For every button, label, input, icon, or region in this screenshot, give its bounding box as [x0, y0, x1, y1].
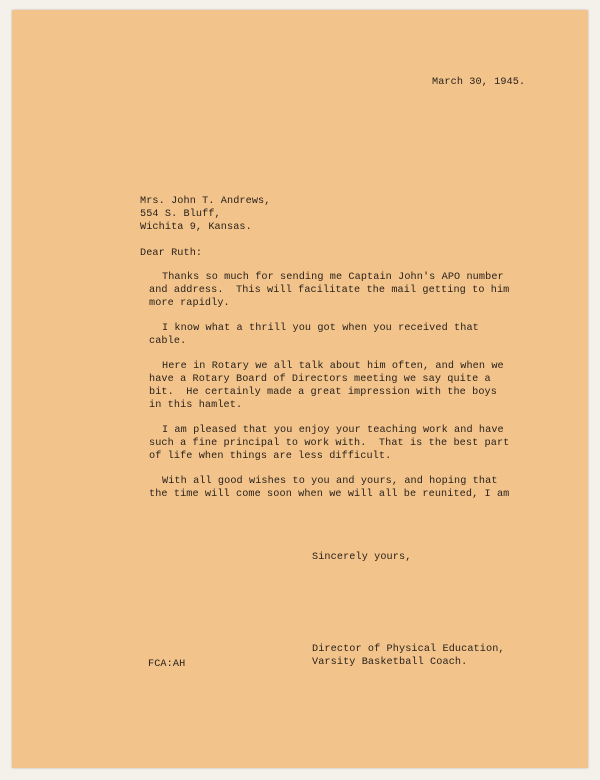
- signature-title-line: Director of Physical Education,: [312, 644, 505, 655]
- closing: Sincerely yours,: [312, 552, 412, 563]
- paragraph-line: and address. This will facilitate the mail getting to him: [149, 285, 510, 296]
- paragraph-line: cable.: [149, 336, 187, 347]
- letter-page: [12, 10, 588, 768]
- paragraph-line: more rapidly.: [149, 298, 230, 309]
- paragraph-line: have a Rotary Board of Directors meeting we say quite a: [149, 374, 491, 385]
- address-line: 554 S. Bluff,: [140, 209, 221, 220]
- paragraph-line: I am pleased that you enjoy your teaching work and have: [162, 425, 504, 436]
- signature-title-line: Varsity Basketball Coach.: [312, 657, 468, 668]
- paragraph-line: in this hamlet.: [149, 400, 243, 411]
- paragraph-line: Thanks so much for sending me Captain John's APO number: [162, 272, 504, 283]
- address-line: Mrs. John T. Andrews,: [140, 196, 271, 207]
- paragraph-line: such a fine principal to work with. That is the best part: [149, 438, 510, 449]
- reference-initials: FCA:AH: [148, 659, 186, 670]
- paragraph-line: bit. He certainly made a great impression with the boys: [149, 387, 497, 398]
- salutation: Dear Ruth:: [140, 248, 203, 259]
- paragraph-line: the time will come soon when we will all be reunited, I am: [149, 489, 510, 500]
- address-line: Wichita 9, Kansas.: [140, 222, 252, 233]
- paragraph-line: of life when things are less difficult.: [149, 451, 392, 462]
- paragraph-line: I know what a thrill you got when you received that: [162, 323, 479, 334]
- paragraph-line: Here in Rotary we all talk about him often, and when we: [162, 361, 504, 372]
- paragraph-line: With all good wishes to you and yours, and hoping that: [162, 476, 498, 487]
- letter-date: March 30, 1945.: [432, 77, 526, 88]
